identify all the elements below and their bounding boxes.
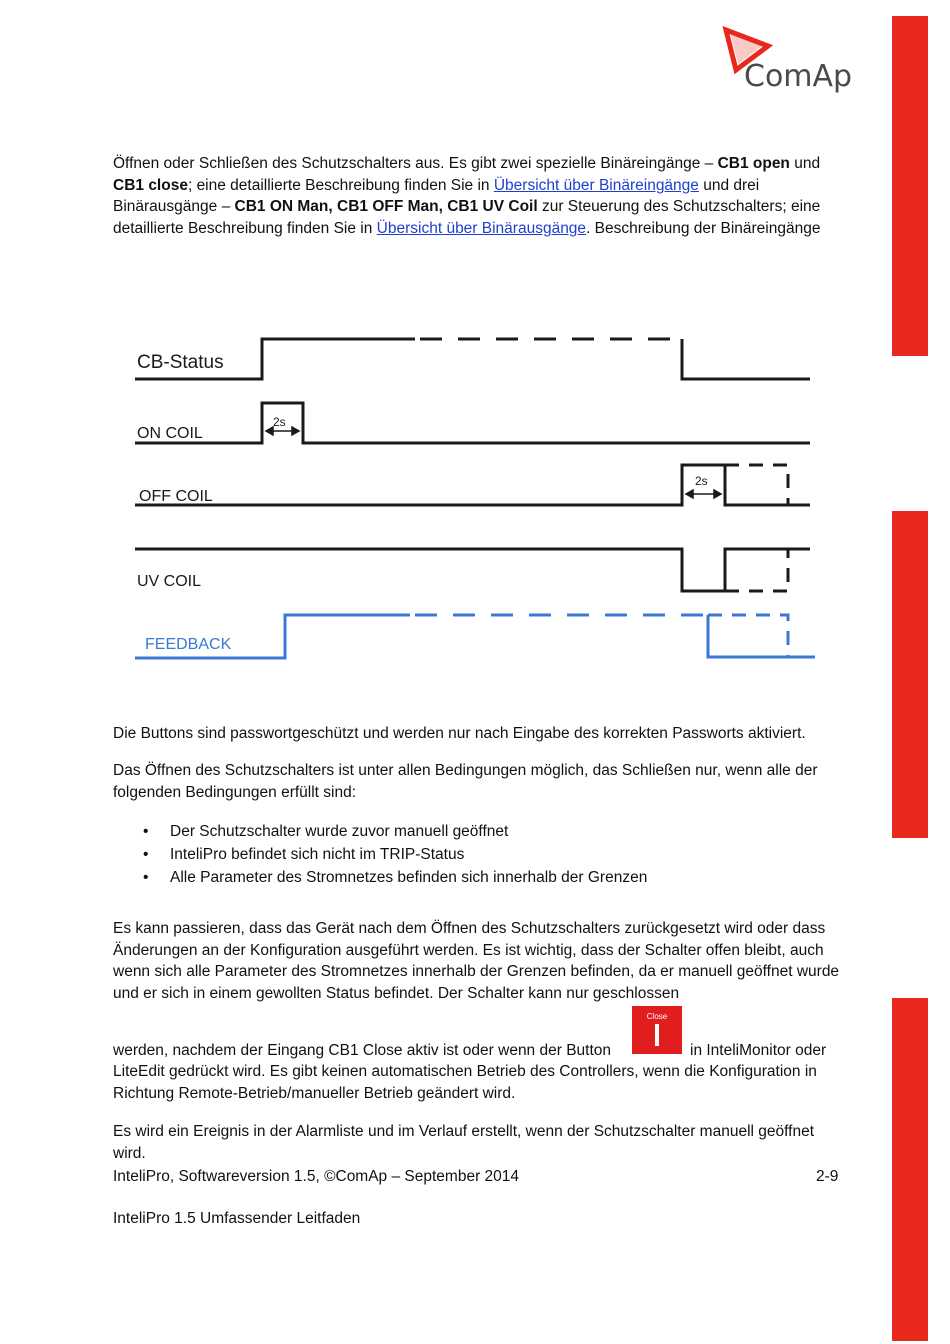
side-bar-middle bbox=[892, 511, 928, 838]
uv-coil-dashed bbox=[725, 549, 788, 591]
close-paragraph-line1-end: in InteliMonitor oder bbox=[690, 1042, 827, 1059]
list-item-text: Der Schutzschalter wurde zuvor manuell geöffnet bbox=[170, 823, 509, 840]
label-on-coil: ON COIL bbox=[137, 425, 203, 442]
list-item bbox=[113, 820, 833, 843]
intro-text: und drei Binärausgänge – bbox=[113, 176, 760, 216]
on-coil-time-label: 2s bbox=[273, 415, 286, 429]
intro-paragraph bbox=[113, 153, 843, 240]
list-item-text: InteliPro befindet sich nicht im TRIP-Status bbox=[170, 846, 465, 863]
on-coil-signal bbox=[135, 403, 810, 443]
cb-timing-diagram bbox=[120, 320, 830, 670]
list-item-text: Alle Parameter des Stromnetzes befinden sich innerhalb der Grenzen bbox=[170, 869, 648, 886]
cb1-open-term: CB1 open bbox=[717, 155, 790, 172]
label-cb-status: CB-Status bbox=[137, 352, 224, 373]
bullet-icon: • bbox=[143, 846, 149, 863]
reset-paragraph: Es kann passieren, dass das Gerät nach dem Öffnen des Schutzschalters zurückgesetzt wird oder dass Änderungen an der Konfiguration ausgeführt werden. Es ist wichtig, dass der Schalter offen bleibt, auch wenn sich alle Parameter des Stromnetzes innerhalb der Grenzen befinden, da er manuell geöffnet wurde und er sich in einem gewollten Status befindet. Der Schalter kann nur geschlossen bbox=[113, 920, 840, 1003]
close-button-icon bbox=[632, 1006, 682, 1054]
close-paragraph-rest: LiteEdit gedrückt wird. Es gibt keinen automatischen Betrieb des Controllers, wenn die Konfiguration in Richtung Remote-Betrieb/manueller Betrieb geändert wird. bbox=[113, 1063, 817, 1102]
side-bar-bottom bbox=[892, 998, 928, 1341]
off-coil-dashed bbox=[725, 465, 788, 505]
footer-version: InteliPro, Softwareversion 1.5, ©ComAp – September 2014 bbox=[113, 1168, 520, 1185]
intro-text: ; eine detaillierte Beschreibung finden Sie in bbox=[187, 176, 494, 194]
comap-logo-mark bbox=[722, 24, 862, 96]
label-off-coil: OFF COIL bbox=[139, 488, 213, 505]
event-paragraph: Es wird ein Ereignis in der Alarmliste und im Verlauf erstellt, wenn der Schutzschalter manuell geöffnet wird. bbox=[113, 1123, 815, 1162]
bullet-icon: • bbox=[143, 823, 149, 840]
link-binary-outputs[interactable]: Übersicht über Binärausgänge bbox=[376, 220, 587, 238]
cb1-outputs-term: CB1 ON Man, CB1 OFF Man, CB1 UV Coil bbox=[234, 198, 538, 216]
intro-text: zur Steuerung des Schutzschalters; eine detaillierte Beschreibung finden Sie in bbox=[113, 198, 821, 238]
close-button-bar bbox=[655, 1024, 659, 1046]
off-coil-signal bbox=[135, 465, 810, 505]
label-uv-coil: UV COIL bbox=[137, 573, 202, 590]
list-item bbox=[113, 866, 833, 889]
logo-text: ComAp bbox=[744, 59, 853, 94]
off-coil-time-label: 2s bbox=[695, 474, 708, 488]
bullet-icon: • bbox=[143, 869, 149, 886]
close-paragraph-line1: werden, nachdem der Eingang CB1 Close aktiv ist oder wenn der Button bbox=[113, 1042, 612, 1059]
comap-logo bbox=[722, 24, 862, 96]
uv-coil-signal bbox=[135, 549, 810, 591]
document-title: InteliPro 1.5 Umfassender Leitfaden bbox=[113, 1210, 361, 1227]
label-feedback: FEEDBACK bbox=[145, 636, 232, 653]
conditions-paragraph: Das Öffnen des Schutzschalters ist unter allen Bedingungen möglich, das Schließen nur, wenn alle der folgenden Bedingungen erfüllt sind: bbox=[113, 762, 818, 801]
intro-text: . Beschreibung der Binäreingänge bbox=[586, 220, 821, 238]
cb-status-signal-end bbox=[682, 339, 810, 379]
cb1-close-term: CB1 close bbox=[113, 176, 188, 194]
page-number: 2-9 bbox=[816, 1168, 839, 1185]
link-binary-inputs[interactable]: Übersicht über Binäreingänge bbox=[493, 176, 699, 194]
list-item bbox=[113, 843, 833, 866]
side-bar-top bbox=[892, 16, 928, 356]
password-paragraph: Die Buttons sind passwortgeschützt und werden nur nach Eingabe des korrekten Passworts aktiviert. bbox=[113, 725, 806, 742]
feedback-signal-end bbox=[708, 615, 815, 657]
conditions-list bbox=[113, 820, 833, 889]
close-button-label: Close bbox=[646, 1012, 668, 1021]
intro-text: und bbox=[789, 155, 821, 172]
intro-text: Öffnen oder Schließen des Schutzschalters aus. Es gibt zwei spezielle Binäreingänge – bbox=[113, 155, 718, 172]
feedback-dashed-end bbox=[708, 615, 788, 657]
